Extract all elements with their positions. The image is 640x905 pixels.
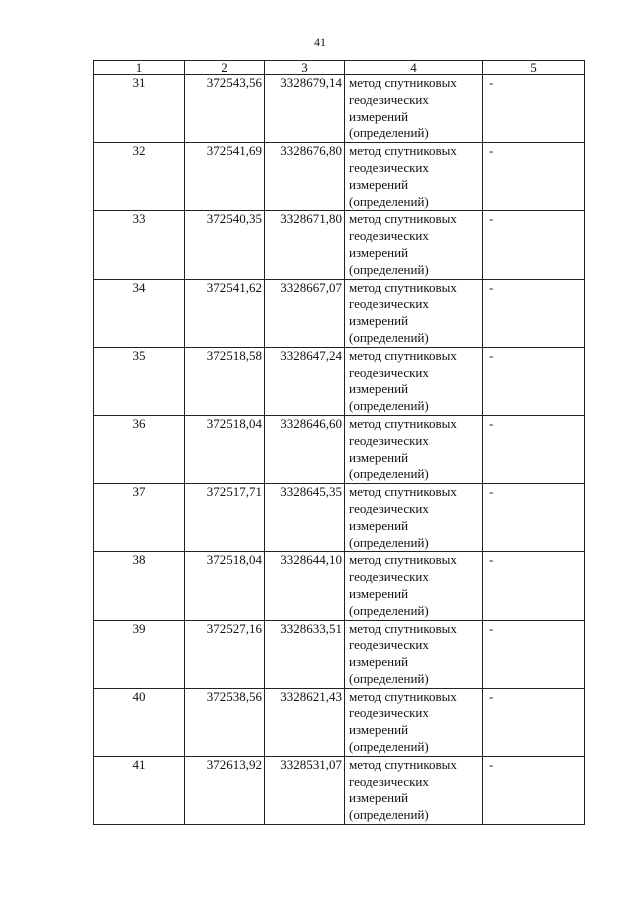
note-cell: - bbox=[483, 484, 585, 552]
point-number-cell: 41 bbox=[94, 756, 185, 824]
x-coordinate-cell: 372541,62 bbox=[185, 279, 265, 347]
method-cell: метод спутниковых геодезических измерений (определений) bbox=[345, 484, 483, 552]
x-coordinate-cell: 372517,71 bbox=[185, 484, 265, 552]
note-cell: - bbox=[483, 620, 585, 688]
point-number-cell: 38 bbox=[94, 552, 185, 620]
y-coordinate-cell: 3328679,14 bbox=[265, 75, 345, 143]
page-number: 41 bbox=[314, 35, 326, 49]
note-cell: - bbox=[483, 143, 585, 211]
point-number-cell: 33 bbox=[94, 211, 185, 279]
y-coordinate-cell: 3328644,10 bbox=[265, 552, 345, 620]
method-cell: метод спутниковых геодезических измерений (определений) bbox=[345, 75, 483, 143]
x-coordinate-cell: 372538,56 bbox=[185, 688, 265, 756]
point-number-cell: 31 bbox=[94, 75, 185, 143]
header-cell-3: 3 bbox=[265, 61, 345, 75]
note-cell: - bbox=[483, 415, 585, 483]
header-cell-4: 4 bbox=[345, 61, 483, 75]
y-coordinate-cell: 3328667,07 bbox=[265, 279, 345, 347]
x-coordinate-cell: 372543,56 bbox=[185, 75, 265, 143]
header-cell-2: 2 bbox=[185, 61, 265, 75]
table-body bbox=[94, 61, 585, 825]
table-row bbox=[94, 347, 585, 415]
header-cell-1: 1 bbox=[94, 61, 185, 75]
x-coordinate-cell: 372613,92 bbox=[185, 756, 265, 824]
header-cell-5: 5 bbox=[483, 61, 585, 75]
table-row bbox=[94, 484, 585, 552]
table-row bbox=[94, 279, 585, 347]
table-row bbox=[94, 415, 585, 483]
method-cell: метод спутниковых геодезических измерений (определений) bbox=[345, 279, 483, 347]
note-cell: - bbox=[483, 688, 585, 756]
method-cell: метод спутниковых геодезических измерений (определений) bbox=[345, 756, 483, 824]
note-cell: - bbox=[483, 279, 585, 347]
table-row bbox=[94, 756, 585, 824]
y-coordinate-cell: 3328633,51 bbox=[265, 620, 345, 688]
method-cell: метод спутниковых геодезических измерений (определений) bbox=[345, 552, 483, 620]
x-coordinate-cell: 372541,69 bbox=[185, 143, 265, 211]
y-coordinate-cell: 3328645,35 bbox=[265, 484, 345, 552]
x-coordinate-cell: 372518,58 bbox=[185, 347, 265, 415]
y-coordinate-cell: 3328671,80 bbox=[265, 211, 345, 279]
y-coordinate-cell: 3328621,43 bbox=[265, 688, 345, 756]
table-row bbox=[94, 620, 585, 688]
x-coordinate-cell: 372518,04 bbox=[185, 552, 265, 620]
point-number-cell: 36 bbox=[94, 415, 185, 483]
coordinates-table bbox=[93, 60, 585, 825]
table-row bbox=[94, 143, 585, 211]
note-cell: - bbox=[483, 756, 585, 824]
point-number-cell: 40 bbox=[94, 688, 185, 756]
note-cell: - bbox=[483, 347, 585, 415]
header-row bbox=[94, 61, 585, 75]
note-cell: - bbox=[483, 211, 585, 279]
method-cell: метод спутниковых геодезических измерений (определений) bbox=[345, 415, 483, 483]
y-coordinate-cell: 3328647,24 bbox=[265, 347, 345, 415]
method-cell: метод спутниковых геодезических измерений (определений) bbox=[345, 211, 483, 279]
point-number-cell: 37 bbox=[94, 484, 185, 552]
note-cell: - bbox=[483, 75, 585, 143]
x-coordinate-cell: 372527,16 bbox=[185, 620, 265, 688]
y-coordinate-cell: 3328531,07 bbox=[265, 756, 345, 824]
method-cell: метод спутниковых геодезических измерений (определений) bbox=[345, 620, 483, 688]
method-cell: метод спутниковых геодезических измерений (определений) bbox=[345, 688, 483, 756]
table-row bbox=[94, 211, 585, 279]
note-cell: - bbox=[483, 552, 585, 620]
table-row bbox=[94, 688, 585, 756]
point-number-cell: 32 bbox=[94, 143, 185, 211]
method-cell: метод спутниковых геодезических измерений (определений) bbox=[345, 347, 483, 415]
point-number-cell: 39 bbox=[94, 620, 185, 688]
x-coordinate-cell: 372518,04 bbox=[185, 415, 265, 483]
x-coordinate-cell: 372540,35 bbox=[185, 211, 265, 279]
point-number-cell: 34 bbox=[94, 279, 185, 347]
y-coordinate-cell: 3328676,80 bbox=[265, 143, 345, 211]
table-row bbox=[94, 75, 585, 143]
method-cell: метод спутниковых геодезических измерений (определений) bbox=[345, 143, 483, 211]
table-row bbox=[94, 552, 585, 620]
y-coordinate-cell: 3328646,60 bbox=[265, 415, 345, 483]
point-number-cell: 35 bbox=[94, 347, 185, 415]
